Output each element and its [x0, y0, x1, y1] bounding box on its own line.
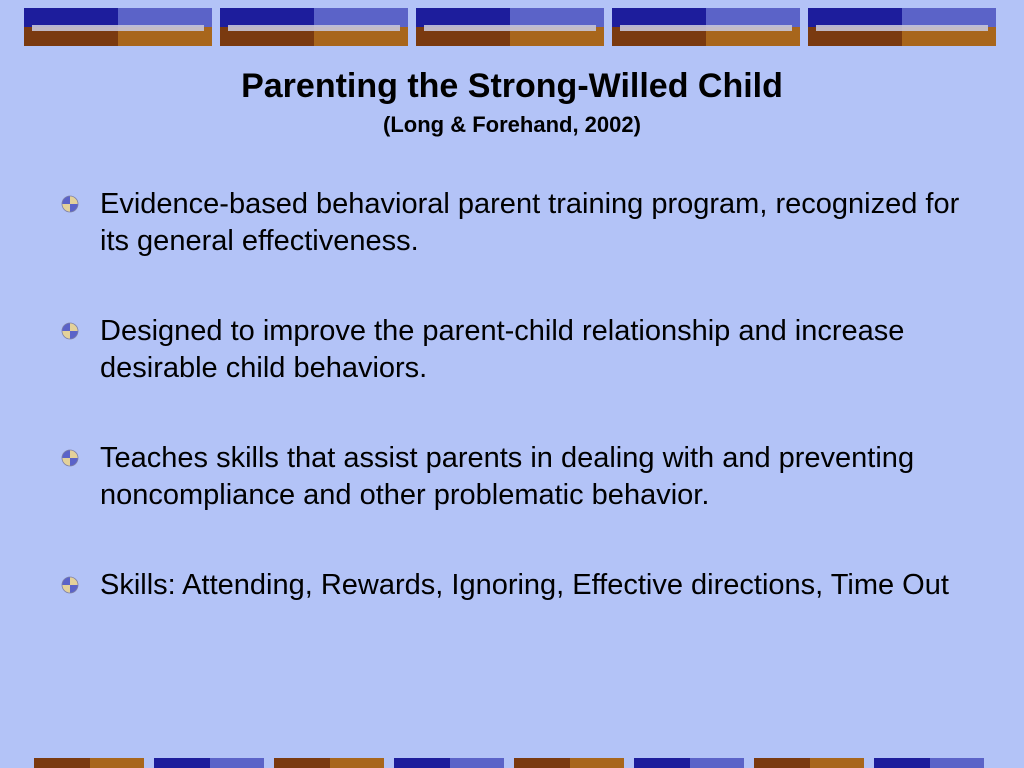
quadrant-ball-bullet-icon — [61, 449, 79, 467]
bottom-band-segment — [394, 758, 450, 768]
bottom-band-segment — [274, 758, 330, 768]
bullet-text: Designed to improve the parent-child relationship and increase desirable child behaviors. — [100, 315, 905, 384]
bottom-band-segment — [930, 758, 984, 768]
bullet-item — [60, 313, 980, 387]
top-band-block — [24, 8, 212, 46]
bottom-band-segment — [210, 758, 264, 768]
slide-title: Parenting the Strong-Willed Child — [241, 67, 783, 105]
bottom-decorative-band — [34, 758, 992, 768]
top-band-block — [416, 8, 604, 46]
bottom-band-segment — [34, 758, 90, 768]
bullet-text: Teaches skills that assist parents in dealing with and preventing noncompliance and other problematic behavior. — [100, 442, 915, 511]
bottom-band-segment — [450, 758, 504, 768]
bullet-item — [60, 186, 980, 260]
top-band-block — [612, 8, 800, 46]
bottom-band-segment — [634, 758, 690, 768]
quadrant-ball-bullet-icon — [61, 576, 79, 594]
quadrant-ball-bullet-icon — [61, 195, 79, 213]
top-band-block — [220, 8, 408, 46]
bottom-band-segment — [154, 758, 210, 768]
top-decorative-band — [24, 8, 1000, 46]
bottom-band-segment — [330, 758, 384, 768]
quadrant-ball-bullet-icon — [61, 322, 79, 340]
bottom-band-segment — [690, 758, 744, 768]
top-band-block — [808, 8, 996, 46]
bottom-band-segment — [90, 758, 144, 768]
bullet-text: Skills: Attending, Rewards, Ignoring, Effective directions, Time Out — [100, 569, 949, 601]
bottom-band-segment — [810, 758, 864, 768]
bullet-list — [60, 186, 980, 604]
bottom-band-segment — [570, 758, 624, 768]
bottom-band-segment — [754, 758, 810, 768]
bullet-text: Evidence-based behavioral parent training program, recognized for its general effectiveness. — [100, 188, 960, 257]
bullet-item — [60, 440, 980, 514]
slide-subtitle: (Long & Forehand, 2002) — [383, 112, 641, 137]
bullet-item — [60, 567, 980, 604]
bottom-band-segment — [874, 758, 930, 768]
bottom-band-segment — [514, 758, 570, 768]
